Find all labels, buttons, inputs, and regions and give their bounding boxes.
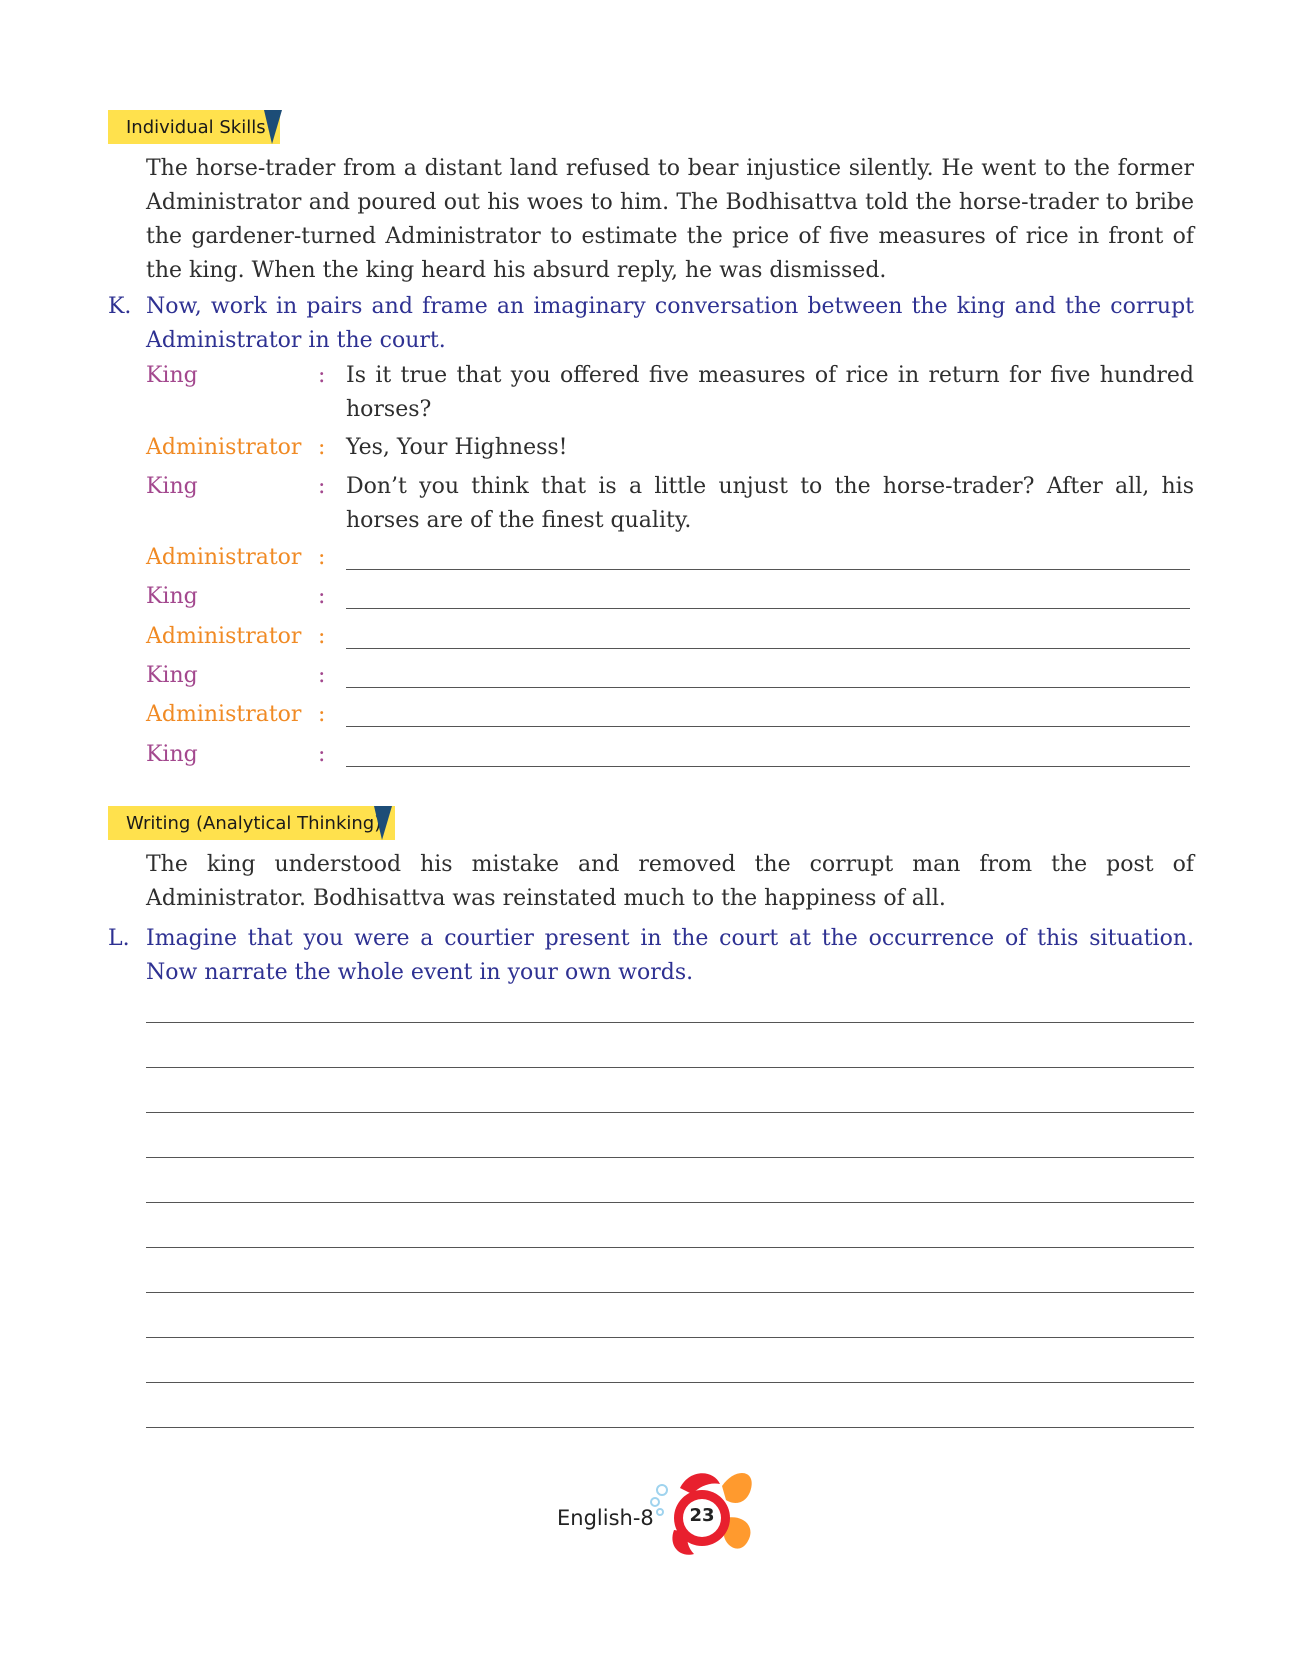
dialogue-colon: : — [318, 624, 326, 649]
speaker-administrator: Administrator — [146, 545, 302, 570]
speaker-king: King — [146, 584, 198, 609]
speaker-administrator: Administrator — [146, 435, 302, 460]
label-triangle-icon — [264, 110, 282, 144]
writing-line[interactable] — [146, 1382, 1194, 1383]
answer-blank-line[interactable] — [346, 648, 1190, 649]
writing-line[interactable] — [146, 1337, 1194, 1338]
speaker-administrator: Administrator — [146, 624, 302, 649]
dialogue-colon: : — [318, 545, 326, 570]
page-number: 23 — [689, 1505, 715, 1526]
answer-blank-line[interactable] — [346, 608, 1190, 609]
speaker-king: King — [146, 742, 198, 767]
answer-blank-line[interactable] — [346, 687, 1190, 688]
dialogue-text: Yes, Your Highness! — [346, 435, 568, 460]
dialogue-colon: : — [318, 742, 326, 767]
dialogue-colon: : — [318, 363, 326, 388]
dialogue-colon: : — [318, 584, 326, 609]
bubble-icon — [657, 1485, 667, 1495]
writing-label-text: Writing (Analytical Thinking) — [108, 806, 395, 840]
question-k-letter: K. — [108, 294, 132, 319]
intro-paragraph: The horse-trader from a distant land refused to bear injustice silently. He went to the former Administrator and poured out his woes to him. The Bodhisattva told the horse-trader to bribe the gardener-turned Administrator to estimate the price of five measures of rice in front of the king. When the king heard his absurd reply, he was dismissed. — [146, 156, 1194, 283]
bubble-icon — [657, 1509, 663, 1515]
individual-skills-label-text: Individual Skills — [108, 110, 280, 144]
speaker-king: King — [146, 663, 198, 688]
question-k — [108, 290, 1194, 358]
speaker-king: King — [146, 363, 198, 388]
writing-line[interactable] — [146, 1157, 1194, 1158]
question-l — [108, 922, 1194, 990]
writing-line[interactable] — [146, 1247, 1194, 1248]
question-k-text: Now, work in pairs and frame an imaginary conversation between the king and the corrupt Administrator in the court. — [146, 294, 1194, 353]
writing-label — [108, 806, 395, 840]
dialogue-colon: : — [318, 663, 326, 688]
question-l-text: Imagine that you were a courtier present in the court at the occurrence of this situation. Now narrate the whole event in your own words. — [146, 926, 1194, 985]
fin-icon — [722, 1473, 752, 1503]
writing-line[interactable] — [146, 1427, 1194, 1428]
writing-line[interactable] — [146, 1292, 1194, 1293]
writing-line[interactable] — [146, 1112, 1194, 1113]
speaker-king: King — [146, 474, 198, 499]
speaker-administrator: Administrator — [146, 702, 302, 727]
writing-line[interactable] — [146, 1202, 1194, 1203]
dialogue-colon: : — [318, 702, 326, 727]
dialogue-colon: : — [318, 474, 326, 499]
label-triangle-icon — [374, 806, 392, 840]
bubble-icon — [651, 1498, 659, 1506]
dialogue-text: Don’t you think that is a little unjust to the horse-trader? After all, his horses are of the finest quality. — [346, 474, 1194, 533]
answer-blank-line[interactable] — [346, 766, 1190, 767]
answer-blank-line[interactable] — [346, 569, 1190, 570]
writing-line[interactable] — [146, 1067, 1194, 1068]
dialogue-colon: : — [318, 435, 326, 460]
question-l-letter: L. — [108, 926, 130, 951]
writing-paragraph: The king understood his mistake and removed the corrupt man from the post of Administrator. Bodhisattva was reinstated much to the happiness of all. — [146, 852, 1194, 911]
dialogue-text: Is it true that you offered five measures of rice in return for five hundred horses? — [346, 363, 1194, 422]
writing-line[interactable] — [146, 1022, 1194, 1023]
footer-book-title: English-8 — [557, 1506, 654, 1530]
answer-blank-line[interactable] — [346, 726, 1190, 727]
individual-skills-label — [108, 110, 280, 144]
